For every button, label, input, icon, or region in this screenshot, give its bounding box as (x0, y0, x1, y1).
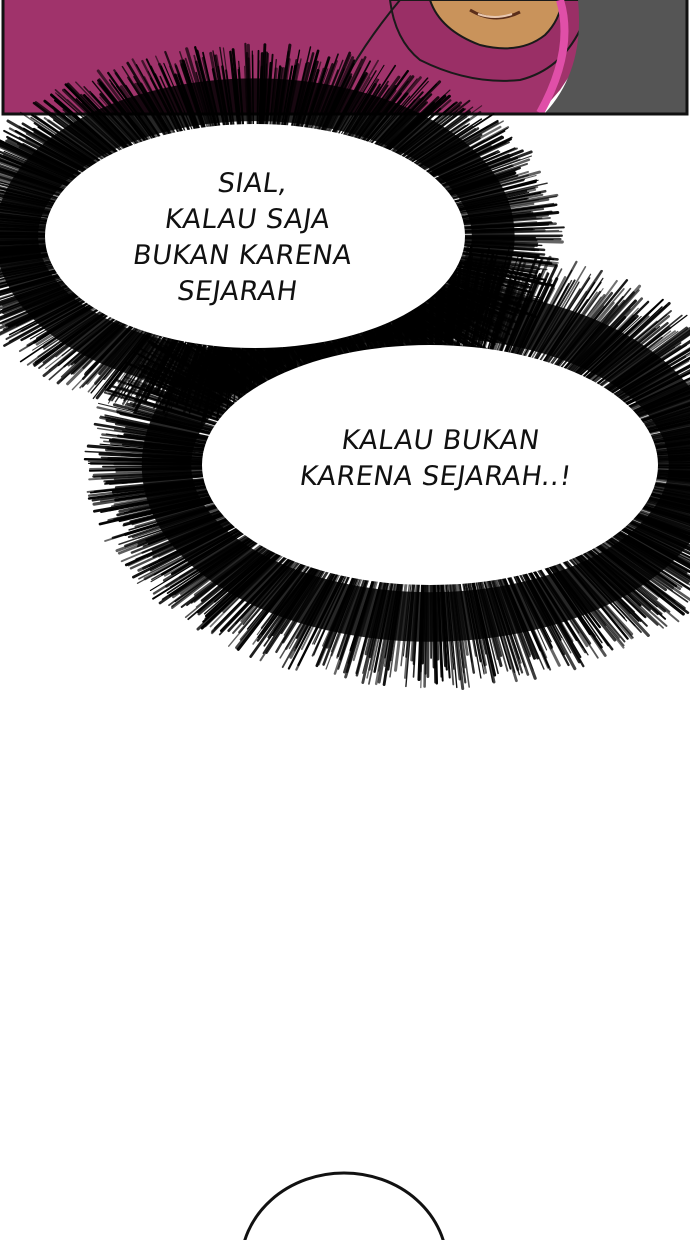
bubble-1-line-4: SEJARAH (175, 276, 300, 307)
bubble-spike (253, 55, 254, 131)
bubble-2-line-1: KALAU BUKAN (339, 425, 542, 456)
bubble-spike (89, 463, 210, 464)
bubble-spike (428, 584, 429, 677)
bubble-1-line-2: KALAU SAJA (162, 204, 333, 235)
bubble-spike (103, 466, 219, 467)
bubble-spike (434, 585, 436, 682)
bubble-spike (460, 237, 536, 238)
speech-bubble-2-text (253, 423, 623, 495)
bottom-speech-bubble (0, 1160, 690, 1240)
bubble-1-line-1: SIAL, (215, 168, 290, 199)
speech-bubble-1-text (90, 166, 400, 310)
bubble-2-line-2: KARENA SEJARAH..! (297, 461, 574, 492)
bubble-1-line-3: BUKAN KARENA (130, 240, 355, 271)
